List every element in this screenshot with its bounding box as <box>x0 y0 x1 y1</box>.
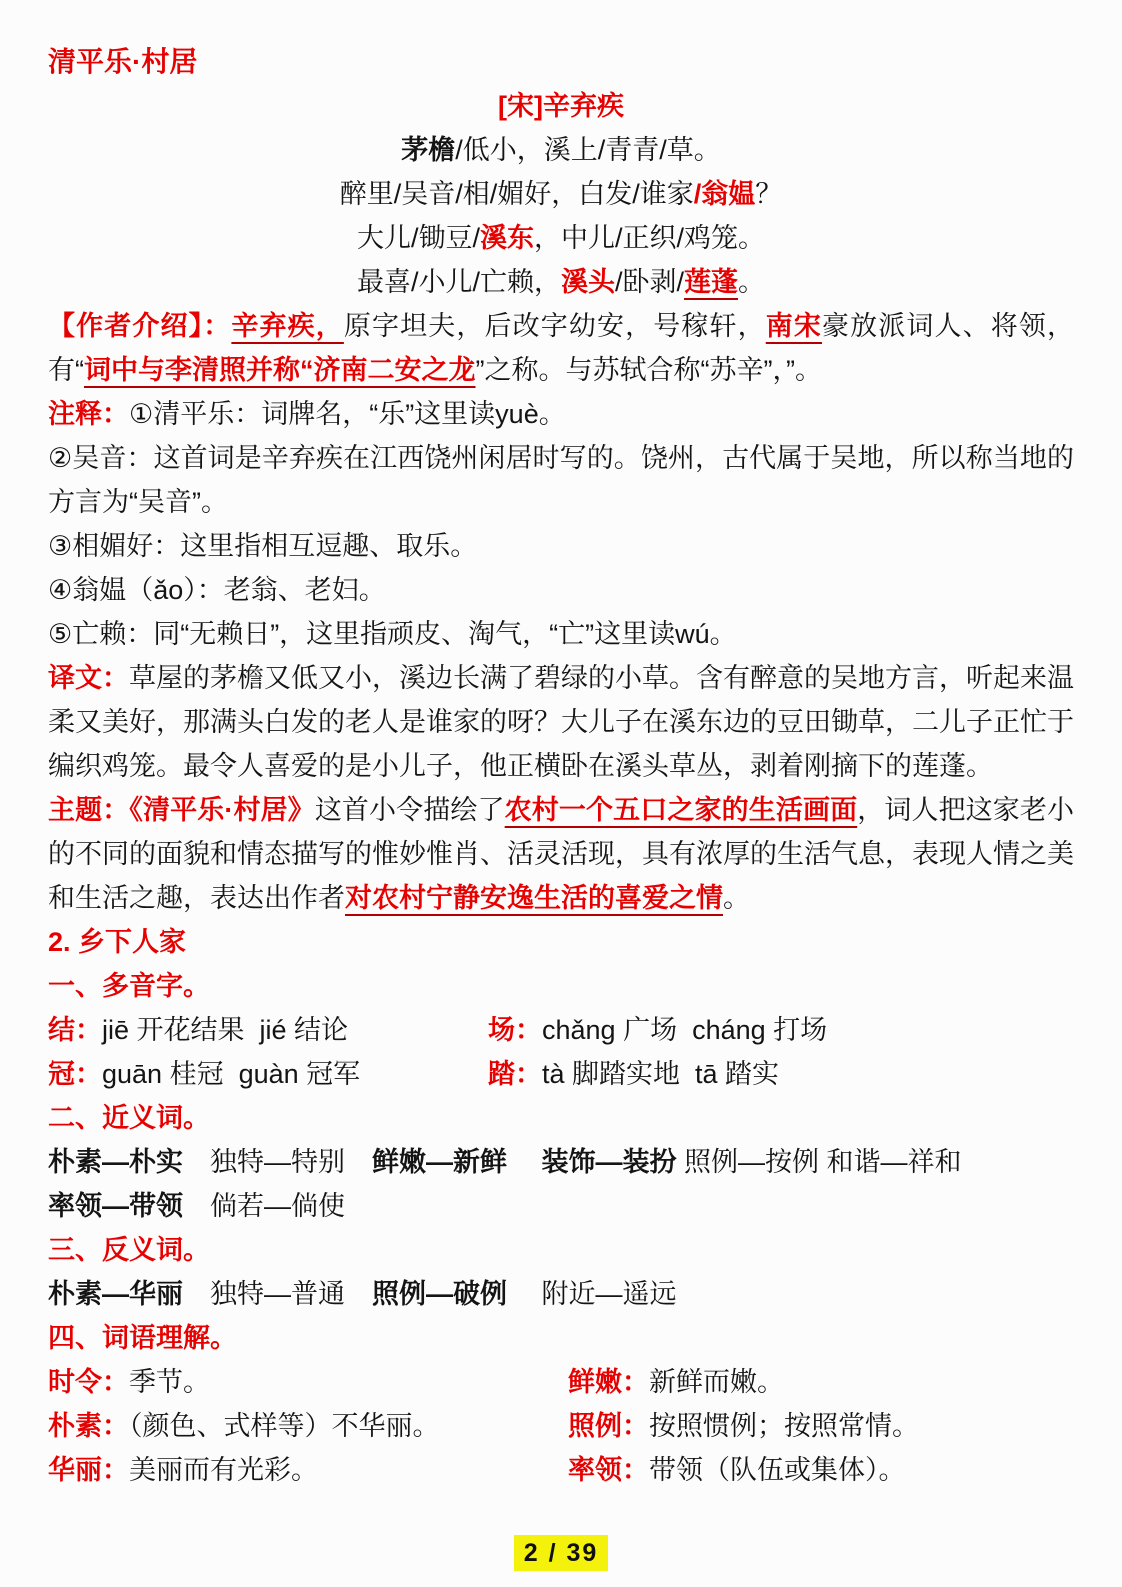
page-footer <box>0 1535 1122 1571</box>
poem-line-4: 最喜/小儿/亡赖，溪头/卧剥/莲蓬。 <box>356 267 766 297</box>
polyphone-table <box>48 1008 1074 1096</box>
section-2-heading: 2. 乡下人家 <box>48 927 187 957</box>
note-paragraph-1: 注释：①清平乐：词牌名，“乐”这里读yuè。 <box>48 399 566 429</box>
author-intro-paragraph: 【作者介绍】：辛弃疾，原字坦夫，后改字幼安，号稼轩，南宋豪放派词人、将领，有“词中与李清照并称“济南二安之龙”之称。与苏轼合称“苏辛”，”。 <box>48 311 1074 385</box>
synonym-line-2: 率领—带领 倘若—倘使 <box>48 1191 345 1221</box>
subsection-antonym-heading: 三、反义词。 <box>48 1235 210 1265</box>
polyphone-cell-ta: 踏：tà 脚踏实地 tā 踏实 <box>488 1059 780 1089</box>
antonym-line: 朴素—华丽 独特—普通 照例—破例 附近—遥远 <box>48 1279 677 1309</box>
subsection-polyphone-heading: 一、多音字。 <box>48 971 210 1001</box>
subsection-definition-heading: 四、词语理解。 <box>48 1323 237 1353</box>
definition-cell-huali: 华丽：美丽而有光彩。 <box>48 1455 318 1485</box>
note-paragraph-5: ⑤亡赖：同“无赖日”，这里指顽皮、淘气，“亡”这里读wú。 <box>48 619 737 649</box>
polyphone-cell-chang: 场：chǎng 广场 cháng 打场 <box>488 1015 828 1045</box>
poem-line-2: 醉里/吴音/相/媚好，白发/谁家/翁媪？ <box>339 179 783 209</box>
definition-cell-zhaoli: 照例：按照惯例；按照常情。 <box>568 1411 919 1441</box>
page-number-badge: 2 / 39 <box>514 1535 609 1571</box>
definition-cell-xiannen: 鲜嫩：新鲜而嫩。 <box>568 1367 784 1397</box>
note-paragraph-3: ③相媚好：这里指相互逗趣、取乐。 <box>48 531 478 561</box>
polyphone-cell-jie: 结：jiē 开花结果 jié 结论 <box>48 1015 349 1045</box>
definition-cell-shuailing: 率领：带领（队伍或集体）。 <box>568 1455 906 1485</box>
polyphone-cell-guan: 冠：guān 桂冠 guàn 冠军 <box>48 1059 361 1089</box>
note-paragraph-2: ②吴音：这首词是辛弃疾在江西饶州闲居时写的。饶州，古代属于吴地，所以称当地的方言为“吴音”。 <box>48 443 1074 517</box>
note-paragraph-4: ④翁媪（ǎo）：老翁、老妇。 <box>48 575 386 605</box>
translation-paragraph: 译文：草屋的茅檐又低又小，溪边长满了碧绿的小草。含有醉意的吴地方言，听起来温柔又美好，那满头白发的老人是谁家的呀？大儿子在溪东边的豆田锄草，二儿子正忙于编织鸡笼。最令人喜爱的是小儿子，他正横卧在溪头草丛，剥着刚摘下的莲蓬。 <box>48 663 1074 781</box>
poem-line-1: 茅檐/低小，溪上/青青/草。 <box>401 135 721 165</box>
poem-author: [宋]辛弃疾 <box>498 91 624 121</box>
subsection-synonym-heading: 二、近义词。 <box>48 1103 210 1133</box>
definition-cell-pusu: 朴素：（颜色、式样等）不华丽。 <box>48 1411 440 1441</box>
synonym-line-1: 朴素—朴实 独特—特别 鲜嫩—新鲜 装饰—装扮 照例—按例 和谐—祥和 <box>48 1147 962 1177</box>
document-page <box>48 40 1074 1492</box>
theme-paragraph: 主题：《清平乐·村居》这首小令描绘了农村一个五口之家的生活画面，词人把这家老小的不同的面貌和情态描写的惟妙惟肖、活灵活现，具有浓厚的生活气息，表现人情之美和生活之趣，表达出作者对农村宁静安逸生活的喜爱之情。 <box>48 795 1075 913</box>
definition-cell-shiling: 时令：季节。 <box>48 1367 210 1397</box>
definition-table <box>48 1360 1074 1492</box>
poem-line-3: 大儿/锄豆/溪东，中儿/正织/鸡笼。 <box>356 223 766 253</box>
page-title: 清平乐·村居 <box>48 46 198 77</box>
